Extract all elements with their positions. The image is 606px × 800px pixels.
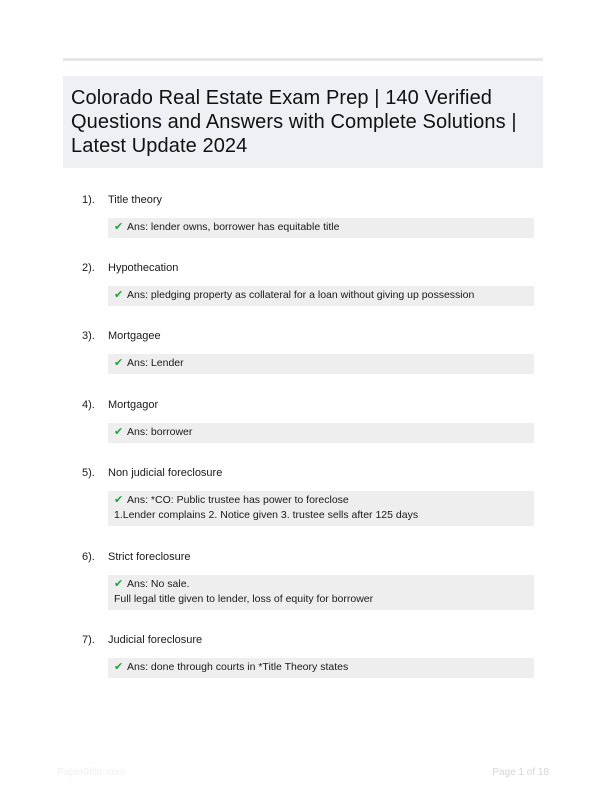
answer-box xyxy=(108,423,534,443)
qa-item-6 xyxy=(82,549,534,610)
qa-item-3 xyxy=(82,328,534,374)
answer-text: Ans: borrower xyxy=(127,426,193,438)
check-icon: ✔ xyxy=(114,661,124,673)
question-row xyxy=(82,397,534,413)
answer-box xyxy=(108,575,534,610)
question-text: Title theory xyxy=(108,194,163,206)
question-number: 6). xyxy=(82,551,95,563)
question-row xyxy=(82,632,534,648)
answer-text: Ans: lender owns, borrower has equitable title xyxy=(127,221,340,233)
question-number: 1). xyxy=(82,194,95,206)
check-icon: ✔ xyxy=(114,357,124,369)
answer-line xyxy=(114,425,528,440)
qa-item-4 xyxy=(82,397,534,443)
answer-line-2: 1.Lender complains 2. Notice given 3. trustee sells after 125 days xyxy=(114,509,419,521)
question-text: Mortgagee xyxy=(108,330,161,342)
answer-line-2: Full legal title given to lender, loss of equity for borrower xyxy=(114,593,374,605)
answer-box xyxy=(108,218,534,238)
answer-text: Ans: done through courts in *Title Theory states xyxy=(127,661,349,673)
qa-item-5 xyxy=(82,465,534,526)
check-icon: ✔ xyxy=(114,426,124,438)
question-row xyxy=(82,192,534,208)
answer-box xyxy=(108,286,534,306)
qa-item-7 xyxy=(82,632,534,678)
question-row xyxy=(82,465,534,481)
question-number: 4). xyxy=(82,399,95,411)
page-number: Page 1 of 18 xyxy=(492,767,549,778)
answer-box xyxy=(108,658,534,678)
answer-box xyxy=(108,491,534,526)
question-number: 3). xyxy=(82,330,95,342)
answer-box xyxy=(108,354,534,374)
question-number: 7). xyxy=(82,634,95,646)
question-text: Judicial foreclosure xyxy=(108,634,203,646)
question-row xyxy=(82,260,534,276)
check-icon: ✔ xyxy=(114,289,124,301)
page-title: Colorado Real Estate Exam Prep | 140 Verified Questions and Answers with Complete Solutions | Latest Update 2024 xyxy=(71,87,517,157)
footer-watermark: Paper9ltlic.com xyxy=(57,767,126,778)
qa-item-2 xyxy=(82,260,534,306)
check-icon: ✔ xyxy=(114,221,124,233)
answer-line xyxy=(114,577,528,592)
question-text: Strict foreclosure xyxy=(108,551,191,563)
question-text: Non judicial foreclosure xyxy=(108,467,223,479)
check-icon: ✔ xyxy=(114,494,124,506)
title-banner xyxy=(63,76,543,168)
question-row xyxy=(82,549,534,565)
qa-item-1 xyxy=(82,192,534,238)
answer-text: Ans: *CO: Public trustee has power to foreclose xyxy=(127,494,349,506)
check-icon: ✔ xyxy=(114,578,124,590)
answer-line xyxy=(114,220,528,235)
answer-line xyxy=(114,288,528,303)
question-text: Hypothecation xyxy=(108,262,179,274)
question-row xyxy=(82,328,534,344)
answer-text: Ans: pledging property as collateral for a loan without giving up possession xyxy=(127,289,475,301)
answer-text: Ans: No sale. xyxy=(127,578,190,590)
answer-line xyxy=(114,493,528,508)
answer-line xyxy=(114,660,528,675)
question-number: 2). xyxy=(82,262,95,274)
answer-line xyxy=(114,356,528,371)
question-text: Mortgagor xyxy=(108,399,159,411)
answer-text: Ans: Lender xyxy=(127,357,184,369)
top-divider xyxy=(63,58,543,61)
question-number: 5). xyxy=(82,467,95,479)
